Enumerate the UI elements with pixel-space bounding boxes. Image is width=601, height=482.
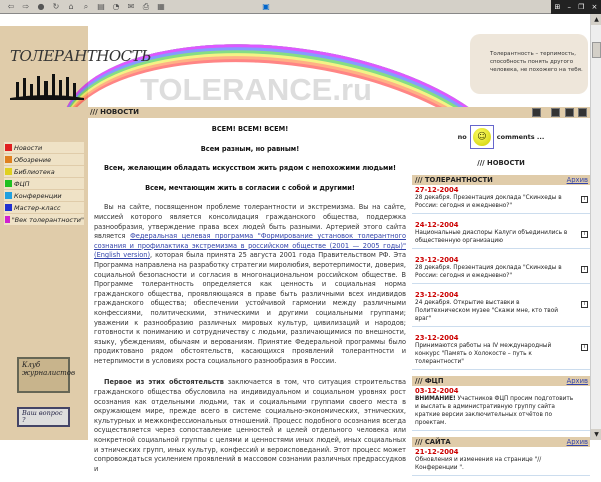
- sidebar: [0, 107, 88, 440]
- menu-bullet-icon: [5, 216, 10, 223]
- sidebar-item[interactable]: [4, 214, 84, 225]
- sidebar-item[interactable]: [4, 178, 84, 189]
- no-comments: [412, 125, 590, 149]
- forward-icon[interactable]: ⇨: [22, 2, 30, 11]
- info-icon[interactable]: i: [581, 231, 588, 238]
- section-title: /// ТОЛЕРАНТНОСТИ: [415, 176, 493, 184]
- paragraph: [94, 378, 406, 474]
- bold-lead: Первое из этих обстоятельств: [104, 378, 224, 387]
- sidebar-item[interactable]: [4, 202, 84, 213]
- restore-button[interactable]: ❐: [578, 3, 585, 11]
- comments-label: comments ...: [496, 133, 545, 141]
- messenger-icon[interactable]: ▣: [262, 2, 270, 11]
- news-text: [415, 456, 587, 472]
- text: заключается в том, что ситуация строительства гражданского общества обусловила на индивидуальном и социальном уровнях рост осознания как отдельными людьми, так и социальными группами своего места в окружающем мире, прежде всего в системе социально-экономических, этнических, культурных и межконфессиональных отношений. Процесс подобного осознания всегда осуществляется через сопоставление ценностей и целей отдельного человека или конкретной социальной группы с целями и ценностями иных людей, иных социальных и этнических групп, иных культур, конфессий и вероисповеданий. Этот процесс может сопровождаться усилением проявлений в массовом сознании различных предрассудков и: [94, 378, 406, 473]
- heading: Всем, желающим обладать искусством жить рядом с непохожими людьми!: [103, 164, 397, 173]
- browser-toolbar: [0, 0, 601, 14]
- smiley-icon: ☺: [470, 125, 494, 149]
- scrollbar[interactable]: [590, 14, 601, 440]
- news-bold: ВНИМАНИЕ!: [415, 396, 456, 402]
- heading: Всем разным, но равным!: [200, 144, 300, 153]
- news-date: 23-12-2004: [415, 256, 459, 264]
- sidebar-item[interactable]: [4, 166, 84, 177]
- info-icon[interactable]: i: [581, 301, 588, 308]
- sidebar-item-label: "Век толерантности": [11, 215, 84, 224]
- site-header: [0, 14, 590, 107]
- news-text-body: Национальные диаспоры Калуги объединились в общественную организацию: [415, 230, 568, 244]
- news-text-body: 28 декабря. Презентация доклада "Скинхеды в России: сегодня и ежедневно?": [415, 265, 562, 279]
- info-icon[interactable]: i: [581, 196, 588, 203]
- journalists-club-banner[interactable]: Клуб журналистов: [17, 357, 70, 393]
- sidebar-menu: [4, 142, 84, 226]
- news-bar: [88, 107, 590, 118]
- news-text-body: 24 декабря. Открытие выставки в Политехническом музее "Скажи мне, кто твой враг": [415, 300, 559, 322]
- right-column: [412, 118, 590, 482]
- scroll-down-arrow-icon[interactable]: ▼: [591, 429, 601, 440]
- edit-icon[interactable]: ▦: [157, 2, 165, 11]
- news-text: [415, 264, 587, 280]
- heading: Всем, мечтающим жить в согласии с собой и другими!: [145, 183, 355, 192]
- sitemap-icon[interactable]: [551, 108, 560, 117]
- menu-bullet-icon: [5, 168, 12, 175]
- news-date: 21-12-2004: [415, 448, 459, 456]
- english-version-link[interactable]: (English version): [94, 251, 151, 260]
- scroll-thumb[interactable]: [592, 42, 601, 58]
- news-section-header: [412, 175, 590, 185]
- news-text-body: 28 декабря. Презентация доклада "Скинхеды в России: сегодня и ежедневно?": [415, 195, 562, 209]
- info-icon[interactable]: i: [581, 266, 588, 273]
- news-item[interactable]: [412, 386, 590, 431]
- print-icon[interactable]: ⎙: [142, 1, 150, 11]
- news-text-body: Участников ФЦП просим подготовить и выслать в административную группу сайта краткие версии заключительных отчётов по проектам.: [415, 396, 574, 426]
- stop-icon[interactable]: ●: [37, 2, 45, 11]
- news-text: [415, 299, 587, 323]
- window-controls: [551, 0, 601, 14]
- sidebar-item[interactable]: [4, 142, 84, 153]
- sidebar-item-label: Новости: [14, 143, 43, 152]
- windows-logo-icon: ⊞: [554, 3, 561, 11]
- scroll-up-arrow-icon[interactable]: ▲: [591, 14, 601, 25]
- news-date: 23-12-2004: [415, 291, 459, 299]
- history-icon[interactable]: ◔: [112, 2, 120, 11]
- news-text-body: Принимаются работы на IV международный конкурс "Память о Холокосте – путь к толерантности": [415, 343, 552, 365]
- menu-bullet-icon: [5, 144, 12, 151]
- news-item[interactable]: [412, 185, 590, 214]
- mail-icon[interactable]: ✉: [127, 2, 135, 11]
- sidebar-item-label: Конференции: [14, 191, 62, 200]
- heading: ВСЕМ! ВСЕМ! ВСЕМ!: [211, 125, 289, 133]
- menu-bullet-icon: [5, 204, 12, 211]
- archive-link[interactable]: Архив: [566, 176, 588, 184]
- main-content: [94, 125, 406, 474]
- home-icon[interactable]: ⌂: [68, 2, 74, 11]
- news-date: 24-12-2004: [415, 221, 459, 229]
- text: Вы на сайте, посвященном проблеме толерантности и экстремизма. Вы на сайте, миссией которого является консолидация гражданского общества, поддержка разнообразия, утверждение права всех людей быть разными. Артерией этого сайта является: [94, 203, 406, 241]
- sidebar-item-label: Библиотека: [14, 167, 55, 176]
- news-text-body: Обновления и изменения на странице "// Конференции ".: [415, 457, 542, 471]
- no-label: no: [457, 133, 467, 141]
- news-date: 03-12-2004: [415, 387, 459, 395]
- sidebar-item[interactable]: [4, 154, 84, 165]
- news-date: 23-12-2004: [415, 334, 459, 342]
- federal-program-link[interactable]: Федеральная целевая программа "Формирование установок толерантного сознания и профилактика экстремизма в российском обществе (2001 — 2005 годы)": [94, 232, 407, 250]
- news-item[interactable]: [412, 447, 590, 476]
- intro-paragraph: [94, 203, 406, 366]
- news-bar-title: /// НОВОСТИ: [90, 108, 139, 116]
- news-text: [415, 194, 587, 210]
- sidebar-item-label: ФЦП: [14, 179, 30, 188]
- section-title: /// САЙТА: [415, 438, 451, 446]
- sidebar-item-label: Мастер-класс: [14, 203, 61, 212]
- menu-bullet-icon: [5, 192, 12, 199]
- news-item[interactable]: [412, 255, 590, 284]
- close-button[interactable]: ×: [591, 3, 598, 11]
- news-item[interactable]: [412, 220, 590, 249]
- news-item[interactable]: [412, 333, 590, 370]
- news-section-header: [412, 437, 590, 447]
- menu-bullet-icon: [5, 156, 12, 163]
- site-motto: Толерантность – терпимость, способность понять другого человека, не похожего на тебя.: [490, 51, 583, 73]
- news-date: 27-12-2004: [415, 186, 459, 194]
- back-icon[interactable]: ⇦: [7, 2, 15, 11]
- news-text: [415, 342, 587, 366]
- sidebar-item-label: Обозрение: [14, 155, 52, 164]
- sidebar-item[interactable]: [4, 190, 84, 201]
- ask-question-banner[interactable]: Ваш вопрос ?: [17, 407, 70, 427]
- favorites-icon[interactable]: ▤: [97, 2, 105, 11]
- people-silhouette-icon: [8, 72, 86, 100]
- archive-link[interactable]: Архив: [566, 438, 588, 446]
- news-item[interactable]: [412, 290, 590, 327]
- site-name: TOLERANCE.ru: [140, 72, 372, 107]
- section-title: /// ФЦП: [415, 377, 444, 385]
- search-icon[interactable]: ⌕: [83, 1, 89, 11]
- home-icon[interactable]: [532, 108, 541, 117]
- menu-bullet-icon: [5, 180, 12, 187]
- logo-title: ТОЛЕРАНТНОСТЬ: [10, 47, 151, 65]
- minimize-button[interactable]: –: [567, 3, 572, 11]
- news-title: /// НОВОСТИ: [477, 159, 525, 167]
- text: , которая была принята 25 августа 2001 года Правительством РФ. Эта Программа направлена на разработку стратегии миролюбия, веротерпимости, доверия, социальной безопасности и согласия в многонациональном российском обществе. В Программе толерантность определяется как ценность и социальная норма гражданского общества, проявляющаяся в праве быть различными всех индивидов гражданского общества; обеспечении устойчивой гармонии между различными конфессиями, политическими, этническими и другими социальными группами; уважении к разнообразию различных мировых культур, цивилизаций и народов; готовности к пониманию и сотрудничеству с людьми, различающимися по внешности, языку, убеждениям, обычаям и верованиям. Принятие Федеральной программы было продиктовано рядом обстоятельств, касающихся проявлений толерантности и нетерпимости в условиях роста социального разнообразия в России.: [94, 251, 406, 365]
- news-text: [415, 395, 587, 427]
- refresh-icon[interactable]: ↻: [52, 2, 60, 11]
- news-text: [415, 229, 587, 245]
- info-icon[interactable]: i: [581, 344, 588, 351]
- mail-icon[interactable]: [565, 108, 574, 117]
- news-section-header: [412, 376, 590, 386]
- archive-link[interactable]: Архив: [566, 377, 588, 385]
- up-icon[interactable]: [578, 108, 587, 117]
